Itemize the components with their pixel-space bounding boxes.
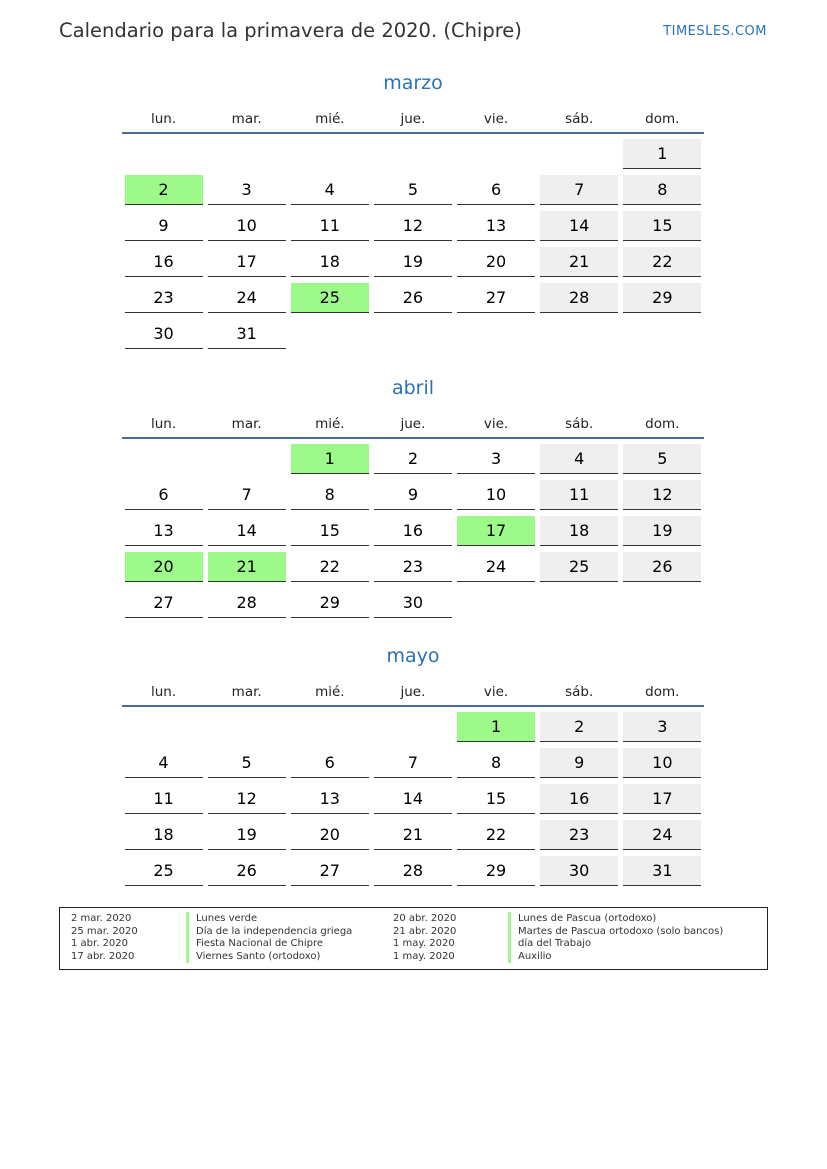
- day-cell[interactable]: 31: [208, 319, 286, 349]
- weekday-label: dom.: [645, 111, 680, 127]
- day-cell[interactable]: 30: [125, 319, 203, 349]
- day-cell[interactable]: 15: [291, 516, 369, 546]
- day-cell[interactable]: 16: [540, 784, 618, 814]
- day-cell[interactable]: 29: [457, 856, 535, 886]
- day-cell[interactable]: 28: [208, 588, 286, 618]
- holiday-day-cell[interactable]: 2: [125, 175, 203, 205]
- day-cell[interactable]: 6: [125, 480, 203, 510]
- day-cell[interactable]: 30: [540, 856, 618, 886]
- brand-logo[interactable]: TIMESLES.COM: [663, 24, 767, 39]
- day-cell[interactable]: 17: [623, 784, 701, 814]
- holiday-legend: [59, 907, 768, 970]
- day-cell[interactable]: 7: [208, 480, 286, 510]
- weekday-label: vie.: [483, 416, 509, 432]
- day-cell[interactable]: 15: [623, 211, 701, 241]
- day-cell[interactable]: 17: [208, 247, 286, 277]
- day-cell[interactable]: 13: [125, 516, 203, 546]
- weekday-label: sáb.: [565, 416, 594, 432]
- legend-holiday-name: Lunes verde: [186, 912, 257, 925]
- day-cell[interactable]: 12: [374, 211, 452, 241]
- page-title: Calendario para la primavera de 2020. (Chipre): [59, 19, 522, 42]
- day-cell[interactable]: 16: [125, 247, 203, 277]
- day-cell[interactable]: 26: [623, 552, 701, 582]
- day-cell[interactable]: 24: [457, 552, 535, 582]
- day-cell[interactable]: 31: [623, 856, 701, 886]
- weekday-label: lun.: [150, 684, 177, 700]
- day-cell[interactable]: 10: [457, 480, 535, 510]
- day-cell[interactable]: 20: [291, 820, 369, 850]
- day-cell[interactable]: 12: [208, 784, 286, 814]
- day-cell[interactable]: 10: [623, 748, 701, 778]
- day-cell[interactable]: 14: [540, 211, 618, 241]
- day-cell[interactable]: 3: [623, 712, 701, 742]
- day-cell[interactable]: 12: [623, 480, 701, 510]
- day-cell[interactable]: 23: [125, 283, 203, 313]
- day-cell[interactable]: 5: [623, 444, 701, 474]
- month-name: marzo: [383, 72, 443, 94]
- day-cell[interactable]: 26: [208, 856, 286, 886]
- day-cell[interactable]: 25: [125, 856, 203, 886]
- day-cell[interactable]: 9: [374, 480, 452, 510]
- weekday-label: vie.: [483, 684, 509, 700]
- day-cell[interactable]: 18: [540, 516, 618, 546]
- day-cell[interactable]: 9: [540, 748, 618, 778]
- day-cell[interactable]: 6: [291, 748, 369, 778]
- day-cell[interactable]: 19: [208, 820, 286, 850]
- weekday-label: mar.: [231, 111, 262, 127]
- weekday-label: mar.: [231, 416, 262, 432]
- weekday-label: mié.: [315, 684, 345, 700]
- day-cell[interactable]: 8: [623, 175, 701, 205]
- month-abril: [122, 375, 704, 612]
- holiday-day-cell[interactable]: 1: [291, 444, 369, 474]
- legend-date: 2 mar. 2020: [71, 913, 132, 924]
- day-cell[interactable]: 29: [291, 588, 369, 618]
- weekday-label: dom.: [645, 684, 680, 700]
- day-cell[interactable]: 24: [208, 283, 286, 313]
- day-cell[interactable]: 27: [457, 283, 535, 313]
- day-cell[interactable]: 7: [374, 748, 452, 778]
- legend-date: 21 abr. 2020: [393, 925, 457, 937]
- weekday-label: lun.: [150, 111, 177, 127]
- day-cell[interactable]: 9: [125, 211, 203, 241]
- legend-holiday-name: Lunes de Pascua (ortodoxo): [508, 912, 656, 925]
- day-cell[interactable]: 21: [540, 247, 618, 277]
- day-cell[interactable]: 21: [374, 820, 452, 850]
- weekday-header: [122, 110, 704, 134]
- day-cell[interactable]: 27: [125, 588, 203, 618]
- day-cell[interactable]: 3: [457, 444, 535, 474]
- day-cell[interactable]: 20: [457, 247, 535, 277]
- day-cell[interactable]: 4: [540, 444, 618, 474]
- day-cell[interactable]: 14: [374, 784, 452, 814]
- day-cell[interactable]: 5: [374, 175, 452, 205]
- day-cell[interactable]: 18: [291, 247, 369, 277]
- day-cell[interactable]: 15: [457, 784, 535, 814]
- day-cell[interactable]: 30: [374, 588, 452, 618]
- legend-holiday-name: Fiesta Nacional de Chipre: [186, 937, 323, 950]
- day-cell[interactable]: 2: [374, 444, 452, 474]
- legend-holiday-name: Auxilio: [508, 950, 552, 963]
- weekday-label: jue.: [400, 684, 426, 700]
- day-cell[interactable]: 2: [540, 712, 618, 742]
- weekday-header: [122, 415, 704, 439]
- month-mayo: [122, 643, 704, 880]
- legend-holiday-name: Día de la independencia griega: [186, 925, 352, 938]
- day-cell[interactable]: 7: [540, 175, 618, 205]
- day-cell[interactable]: 23: [374, 552, 452, 582]
- weekday-header: [122, 683, 704, 707]
- day-cell[interactable]: 10: [208, 211, 286, 241]
- day-cell[interactable]: 25: [540, 552, 618, 582]
- day-cell[interactable]: 18: [125, 820, 203, 850]
- day-cell[interactable]: 4: [125, 748, 203, 778]
- month-name: mayo: [386, 645, 440, 667]
- day-cell[interactable]: 16: [374, 516, 452, 546]
- holiday-day-cell[interactable]: 1: [457, 712, 535, 742]
- day-cell[interactable]: 11: [291, 211, 369, 241]
- day-cell[interactable]: 22: [623, 247, 701, 277]
- weekday-label: vie.: [483, 111, 509, 127]
- weekday-label: dom.: [645, 416, 680, 432]
- day-cell[interactable]: 8: [291, 480, 369, 510]
- weekday-label: lun.: [150, 416, 177, 432]
- day-cell[interactable]: 29: [623, 283, 701, 313]
- legend-date: 1 may. 2020: [393, 938, 455, 950]
- weekday-label: jue.: [400, 111, 426, 127]
- day-cell[interactable]: 22: [457, 820, 535, 850]
- day-cell[interactable]: 11: [540, 480, 618, 510]
- day-cell[interactable]: 23: [540, 820, 618, 850]
- holiday-day-cell[interactable]: 25: [291, 283, 369, 313]
- weekday-label: sáb.: [565, 684, 594, 700]
- day-cell[interactable]: 28: [540, 283, 618, 313]
- legend-date: 17 abr. 2020: [71, 950, 135, 962]
- day-cell[interactable]: 1: [623, 139, 701, 169]
- holiday-day-cell[interactable]: 21: [208, 552, 286, 582]
- day-cell[interactable]: 5: [208, 748, 286, 778]
- day-cell[interactable]: 24: [623, 820, 701, 850]
- day-cell[interactable]: 19: [623, 516, 701, 546]
- holiday-day-cell[interactable]: 17: [457, 516, 535, 546]
- weekday-label: mié.: [315, 111, 345, 127]
- day-cell[interactable]: 14: [208, 516, 286, 546]
- day-cell[interactable]: 13: [457, 211, 535, 241]
- legend-date: 1 abr. 2020: [71, 938, 129, 950]
- day-cell[interactable]: 13: [291, 784, 369, 814]
- day-cell[interactable]: 28: [374, 856, 452, 886]
- month-name: abril: [391, 377, 435, 399]
- legend-holiday-name: Martes de Pascua ortodoxo (solo bancos): [508, 925, 723, 938]
- day-cell[interactable]: 8: [457, 748, 535, 778]
- weekday-label: jue.: [400, 416, 426, 432]
- day-cell[interactable]: 22: [291, 552, 369, 582]
- weekday-label: sáb.: [565, 111, 594, 127]
- weekday-label: mié.: [315, 416, 345, 432]
- day-cell[interactable]: 27: [291, 856, 369, 886]
- legend-holiday-name: día del Trabajo: [508, 937, 591, 950]
- day-cell[interactable]: 11: [125, 784, 203, 814]
- holiday-day-cell[interactable]: 20: [125, 552, 203, 582]
- day-cell[interactable]: 6: [457, 175, 535, 205]
- day-cell[interactable]: 4: [291, 175, 369, 205]
- day-cell[interactable]: 19: [374, 247, 452, 277]
- legend-date: 25 mar. 2020: [71, 925, 138, 937]
- legend-date: 20 abr. 2020: [393, 913, 457, 924]
- legend-date: 1 may. 2020: [393, 950, 455, 962]
- day-cell[interactable]: 3: [208, 175, 286, 205]
- weekday-label: mar.: [231, 684, 262, 700]
- month-marzo: [122, 70, 704, 343]
- legend-holiday-name: Viernes Santo (ortodoxo): [186, 950, 320, 963]
- day-cell[interactable]: 26: [374, 283, 452, 313]
